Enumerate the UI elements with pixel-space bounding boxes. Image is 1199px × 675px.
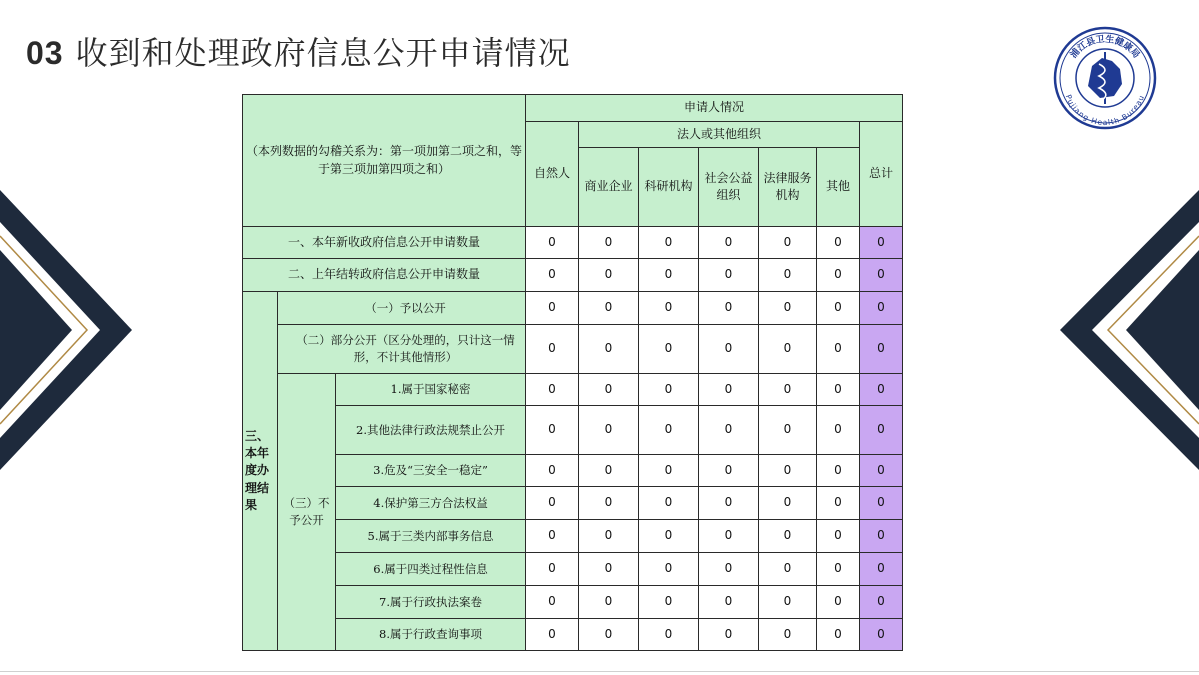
table-row — [243, 487, 903, 520]
table-row — [243, 325, 903, 374]
cell-research: 0 — [639, 520, 699, 553]
cell-other: 0 — [817, 227, 860, 259]
cell-business: 0 — [579, 586, 639, 619]
cell-research: 0 — [639, 325, 699, 374]
cell-legal-service: 0 — [759, 374, 817, 406]
cell-research: 0 — [639, 374, 699, 406]
cell-total: 0 — [860, 259, 903, 292]
row-label: （一）予以公开 — [278, 292, 526, 325]
cell-research: 0 — [639, 227, 699, 259]
cell-public-welfare: 0 — [699, 406, 759, 455]
cell-public-welfare: 0 — [699, 520, 759, 553]
cell-business: 0 — [579, 292, 639, 325]
cell-business: 0 — [579, 619, 639, 651]
sub3-label: （三）不予公开 — [278, 374, 336, 651]
cell-business: 0 — [579, 487, 639, 520]
cell-other: 0 — [817, 374, 860, 406]
cell-total: 0 — [860, 455, 903, 487]
cell-natural-person: 0 — [526, 259, 579, 292]
cell-research: 0 — [639, 259, 699, 292]
table-row — [243, 455, 903, 487]
cell-total: 0 — [860, 406, 903, 455]
cell-total: 0 — [860, 520, 903, 553]
row-label: 1.属于国家秘密 — [336, 374, 526, 406]
cell-public-welfare: 0 — [699, 455, 759, 487]
cell-public-welfare: 0 — [699, 487, 759, 520]
cell-total: 0 — [860, 619, 903, 651]
row-label: 5.属于三类内部事务信息 — [336, 520, 526, 553]
cell-legal-service: 0 — [759, 325, 817, 374]
row-label: （二）部分公开（区分处理的，只计这一情形，不计其他情形） — [278, 325, 526, 374]
health-bureau-logo — [1052, 14, 1158, 132]
row-label: 二、上年结转政府信息公开申请数量 — [243, 259, 526, 292]
row-label: 4.保护第三方合法权益 — [336, 487, 526, 520]
cell-other: 0 — [817, 487, 860, 520]
row-label: 一、本年新收政府信息公开申请数量 — [243, 227, 526, 259]
cell-total: 0 — [860, 586, 903, 619]
cell-research: 0 — [639, 487, 699, 520]
cell-legal-service: 0 — [759, 259, 817, 292]
page-title — [26, 28, 571, 74]
header-public-welfare: 社会公益组织 — [699, 148, 759, 227]
cell-other: 0 — [817, 259, 860, 292]
table-row — [243, 586, 903, 619]
cell-public-welfare: 0 — [699, 619, 759, 651]
header-other: 其他 — [817, 148, 860, 227]
cell-business: 0 — [579, 325, 639, 374]
cell-natural-person: 0 — [526, 619, 579, 651]
cell-natural-person: 0 — [526, 553, 579, 586]
header-research: 科研机构 — [639, 148, 699, 227]
row-label: 3.危及“三安全一稳定” — [336, 455, 526, 487]
cell-natural-person: 0 — [526, 292, 579, 325]
header-org-group: 法人或其他组织 — [579, 122, 860, 148]
table-note: （本列数据的勾稽关系为：第一项加第二项之和，等于第三项加第四项之和） — [243, 95, 526, 227]
cell-business: 0 — [579, 406, 639, 455]
header-total: 总计 — [860, 122, 903, 227]
cell-other: 0 — [817, 292, 860, 325]
section-number: 03 — [26, 35, 64, 71]
cell-natural-person: 0 — [526, 586, 579, 619]
cell-total: 0 — [860, 325, 903, 374]
cell-total: 0 — [860, 227, 903, 259]
cell-public-welfare: 0 — [699, 553, 759, 586]
cell-total: 0 — [860, 374, 903, 406]
cell-legal-service: 0 — [759, 553, 817, 586]
table-row — [243, 553, 903, 586]
header-business: 商业企业 — [579, 148, 639, 227]
cell-natural-person: 0 — [526, 374, 579, 406]
cell-public-welfare: 0 — [699, 325, 759, 374]
cell-natural-person: 0 — [526, 520, 579, 553]
cell-other: 0 — [817, 553, 860, 586]
cell-total: 0 — [860, 553, 903, 586]
cell-legal-service: 0 — [759, 406, 817, 455]
cell-research: 0 — [639, 553, 699, 586]
table-row — [243, 619, 903, 651]
cell-business: 0 — [579, 227, 639, 259]
cell-legal-service: 0 — [759, 292, 817, 325]
cell-legal-service: 0 — [759, 227, 817, 259]
title-text: 收到和处理政府信息公开申请情况 — [75, 34, 571, 72]
cell-business: 0 — [579, 520, 639, 553]
table-row — [243, 259, 903, 292]
table-row — [243, 227, 903, 259]
cell-business: 0 — [579, 259, 639, 292]
cell-other: 0 — [817, 455, 860, 487]
cell-legal-service: 0 — [759, 455, 817, 487]
cell-natural-person: 0 — [526, 227, 579, 259]
cell-total: 0 — [860, 487, 903, 520]
cell-public-welfare: 0 — [699, 292, 759, 325]
cell-public-welfare: 0 — [699, 227, 759, 259]
cell-research: 0 — [639, 455, 699, 487]
cell-natural-person: 0 — [526, 487, 579, 520]
row-label: 6.属于四类过程性信息 — [336, 553, 526, 586]
logo-en-text: Pujiang Health Bureau — [1063, 93, 1147, 128]
cell-business: 0 — [579, 455, 639, 487]
cell-research: 0 — [639, 406, 699, 455]
section3-label: 三、本年度办理结果 — [243, 292, 278, 651]
table-row — [243, 520, 903, 553]
header-natural-person: 自然人 — [526, 122, 579, 227]
cell-legal-service: 0 — [759, 520, 817, 553]
cell-legal-service: 0 — [759, 619, 817, 651]
table-row — [243, 406, 903, 455]
cell-other: 0 — [817, 325, 860, 374]
cell-public-welfare: 0 — [699, 259, 759, 292]
logo-cn-text: 浦江县卫生健康局 — [1069, 34, 1141, 61]
row-label: 7.属于行政执法案卷 — [336, 586, 526, 619]
cell-natural-person: 0 — [526, 406, 579, 455]
cell-other: 0 — [817, 520, 860, 553]
header-legal-service: 法律服务机构 — [759, 148, 817, 227]
footer-divider — [0, 671, 1199, 672]
cell-business: 0 — [579, 374, 639, 406]
cell-research: 0 — [639, 292, 699, 325]
header-applicant: 申请人情况 — [526, 95, 903, 122]
cell-other: 0 — [817, 619, 860, 651]
application-stats-table — [242, 94, 903, 651]
cell-legal-service: 0 — [759, 586, 817, 619]
cell-public-welfare: 0 — [699, 374, 759, 406]
cell-public-welfare: 0 — [699, 586, 759, 619]
cell-other: 0 — [817, 586, 860, 619]
cell-other: 0 — [817, 406, 860, 455]
cell-research: 0 — [639, 619, 699, 651]
table-row — [243, 374, 903, 406]
row-label: 8.属于行政查询事项 — [336, 619, 526, 651]
table-row — [243, 292, 903, 325]
cell-business: 0 — [579, 553, 639, 586]
cell-natural-person: 0 — [526, 455, 579, 487]
cell-research: 0 — [639, 586, 699, 619]
cell-legal-service: 0 — [759, 487, 817, 520]
row-label: 2.其他法律行政法规禁止公开 — [336, 406, 526, 455]
cell-total: 0 — [860, 292, 903, 325]
cell-natural-person: 0 — [526, 325, 579, 374]
